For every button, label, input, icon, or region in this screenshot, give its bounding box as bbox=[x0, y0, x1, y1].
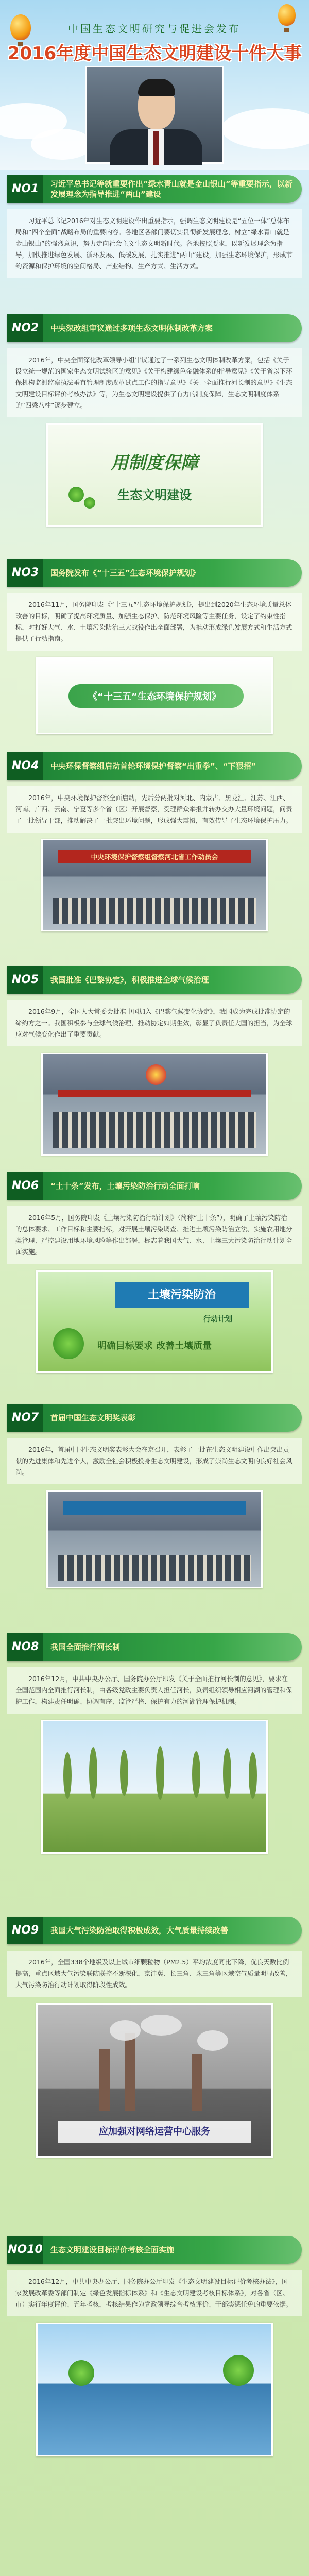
event-body: 2016年9月，全国人大常委会批准中国加入《巴黎气候变化协定》，我国成为完成批准协定的缔约方之一。我国积极参与全球气候治理，推动协定如期生效，彰显了负责任大国的担当，为全球应对气候变化作出了重要贡献。 bbox=[7, 1000, 302, 1046]
leader-portrait-photo bbox=[85, 66, 224, 164]
page-header bbox=[0, 0, 309, 170]
graphic-caption: 生态文明建设 bbox=[117, 488, 192, 502]
graphic-caption: 用制度保障 bbox=[111, 453, 198, 473]
event-title: 首届中国生态文明奖表彰 bbox=[50, 1413, 136, 1422]
event-title: “土十条”发布，土壤污染防治行动全面打响 bbox=[50, 1181, 200, 1191]
page-title: 2016年度中国生态文明建设十件大事 bbox=[7, 43, 302, 64]
event-section-1 bbox=[7, 175, 302, 278]
event-section-8 bbox=[7, 1633, 302, 1854]
event-body: 2016年12月，中共中央办公厅、国务院办公厅印发《关于全面推行河长制的意见》，要求在全国范围内全面推行河长制，由各级党政主要负责人担任河长，负责组织领导相应河湖的管理和保护工作，构建责任明确、协调有序、监管严格、保护有力的河湖管理保护机制。 bbox=[7, 1667, 302, 1714]
event-number: NO8 bbox=[7, 1633, 43, 1661]
event-body: 2016年，全国338个地级及以上城市细颗粒物（PM2.5）平均浓度同比下降，优良天数比例提高，重点区域大气污染联防联控不断深化，京津冀、长三角、珠三角等区域空气质量明显改善，大气污染防治行动计划取得阶段性成效。 bbox=[7, 1951, 302, 1997]
event-banner bbox=[7, 1172, 302, 1200]
event-number: NO7 bbox=[7, 1404, 43, 1432]
event-number: NO3 bbox=[7, 559, 43, 587]
photo-caption: 应加强对网络运营中心服务 bbox=[99, 2126, 210, 2137]
event-banner bbox=[7, 175, 302, 203]
event-banner bbox=[7, 2236, 302, 2264]
event-title: 中央深改组审议通过多项生态文明体制改革方案 bbox=[50, 324, 213, 333]
ecological-assessment-photo bbox=[36, 2323, 273, 2456]
event-number: NO5 bbox=[7, 966, 43, 994]
cloud-decoration bbox=[221, 108, 309, 149]
event-title: 我国批准《巴黎协定》，积极推进全球气候治理 bbox=[50, 975, 209, 985]
event-section-2 bbox=[7, 314, 302, 527]
event-section-6 bbox=[7, 1172, 302, 1373]
air-pollution-photo bbox=[36, 2003, 273, 2158]
event-body: 2016年5月，国务院印发《土壤污染防治行动计划》（简称“土十条”），明确了土壤污染防治的总体要求、工作目标和主要指标，对开展土壤污染调查、推进土壤污染防治立法、实施农用地分类管理、严控建设用地环境风险等作出部署，标志着我国大气、水、土壤三大污染防治行动计划全面实施。 bbox=[7, 1206, 302, 1264]
event-number: NO6 bbox=[7, 1172, 43, 1200]
event-number: NO4 bbox=[7, 752, 43, 780]
event-title: 我国全面推行河长制 bbox=[50, 1642, 121, 1652]
event-number: NO10 bbox=[7, 2236, 43, 2264]
cloud-decoration bbox=[31, 129, 93, 160]
event-banner bbox=[7, 1917, 302, 1944]
graphic-caption: 土壤污染防治 bbox=[147, 1289, 216, 1301]
event-banner bbox=[7, 752, 302, 780]
event-section-3 bbox=[7, 559, 302, 734]
event-section-9 bbox=[7, 1917, 302, 2158]
photo-caption: 中央环境保护督察组督察河北省工作动员会 bbox=[91, 854, 218, 861]
event-section-10 bbox=[7, 2236, 302, 2456]
event-title: 国务院发布《“十三五”生态环境保护规划》 bbox=[50, 568, 200, 578]
event-body: 2016年，中央环境保护督察全面启动，先后分两批对河北、内蒙古、黑龙江、江苏、江西、河南、广西、云南、宁夏等多个省（区）开展督察，受理群众举报并转办交办大量环境问题，问责了一批领导干部，推动解决了一批突出环境问题，形成强大震慑，有效传导了生态环境保护压力。 bbox=[7, 786, 302, 833]
event-banner bbox=[7, 1633, 302, 1661]
graphic-caption: 《“十三五”生态环境保护规划》 bbox=[88, 691, 221, 702]
event-title: 我国大气污染防治取得积极成效，大气质量持续改善 bbox=[50, 1926, 229, 1935]
institution-graphic bbox=[46, 423, 263, 527]
event-title: 生态文明建设目标评价考核全面实施 bbox=[50, 2245, 175, 2255]
graphic-caption: 明确目标要求 改善土壤质量 bbox=[97, 1341, 212, 1351]
event-title: 习近平总书记等就重要作出“绿水青山就是金山银山”等重要指示，以新发展理念为指导推进“两山”建设 bbox=[50, 179, 293, 199]
award-ceremony-photo bbox=[46, 1490, 263, 1588]
tree-icon bbox=[68, 2360, 94, 2386]
inspection-meeting-photo bbox=[41, 839, 268, 931]
tree-icon bbox=[223, 2355, 254, 2386]
event-banner bbox=[7, 314, 302, 342]
river-trees-photo bbox=[41, 1720, 268, 1854]
organization-line: 中国生态文明研究与促进会发布 bbox=[68, 23, 241, 35]
event-body: 2016年，中央全面深化改革领导小组审议通过了一系列生态文明体制改革方案，包括《关于设立统一规范的国家生态文明试验区的意见》《关于构建绿色金融体系的指导意见》《关于省以下环保机构监测监察执法垂直管理制度改革试点工作的指导意见》《关于全面推行河长制的意见》《生态文明建设目标评价考核办法》等，为生态文明建设提供了有力的制度保障，生态文明制度体系的“四梁八柱”逐步建立。 bbox=[7, 348, 302, 417]
event-section-5 bbox=[7, 966, 302, 1156]
event-banner bbox=[7, 1404, 302, 1432]
graphic-caption: 行动计划 bbox=[203, 1315, 232, 1324]
event-title: 中央环保督察组启动首轮环境保护督察“出重拳”、“下狠招” bbox=[50, 761, 256, 771]
event-banner bbox=[7, 966, 302, 994]
event-number: NO1 bbox=[7, 175, 43, 203]
event-section-7 bbox=[7, 1404, 302, 1588]
event-body: 2016年11月，国务院印发《“十三五”生态环境保护规划》，提出到2020年生态环境质量总体改善的目标，明确了提高环境质量、加强生态保护、防范环境风险等主要任务，设定了约束性指标，对打好大气、水、土壤污染防治三大战役作出全面部署，为推动形成绿色发展方式和生活方式提供了行动指南。 bbox=[7, 593, 302, 651]
npc-meeting-photo bbox=[41, 1053, 268, 1156]
event-number: NO2 bbox=[7, 314, 43, 342]
event-body: 习近平总书记2016年对生态文明建设作出重要指示，强调生态文明建设是“五位一体”总体布局和“四个全面”战略布局的重要内容。各地区各部门要切实贯彻新发展理念，树立“绿水青山就是金山银山”的强烈意识，努力走向社会主义生态文明新时代。各地按照要求，以新发展理念为指导，加快推进绿色发展、循环发展、低碳发展，扎实推进“两山”建设，加强生态环境保护，形成节约资源和保护环境的空间格局、产业结构、生产方式、生活方式。 bbox=[7, 209, 302, 278]
event-number: NO9 bbox=[7, 1917, 43, 1944]
plan-graphic bbox=[36, 657, 273, 734]
event-body: 2016年12月，中共中央办公厅、国务院办公厅印发《生态文明建设目标评价考核办法》，国家发展改革委等部门制定《绿色发展指标体系》和《生态文明建设考核目标体系》，对各省（区、市）实行年度评价、五年考核，考核结果作为党政领导综合考核评价、干部奖惩任免的重要依据。 bbox=[7, 2270, 302, 2316]
event-section-4 bbox=[7, 752, 302, 931]
soil-plan-graphic bbox=[36, 1270, 273, 1373]
event-body: 2016年，首届中国生态文明奖表彰大会在京召开，表彰了一批在生态文明建设中作出突出贡献的先进集体和先进个人，激励全社会积极投身生态文明建设，形成了崇尚生态文明的良好社会风尚。 bbox=[7, 1438, 302, 1484]
event-banner bbox=[7, 559, 302, 587]
